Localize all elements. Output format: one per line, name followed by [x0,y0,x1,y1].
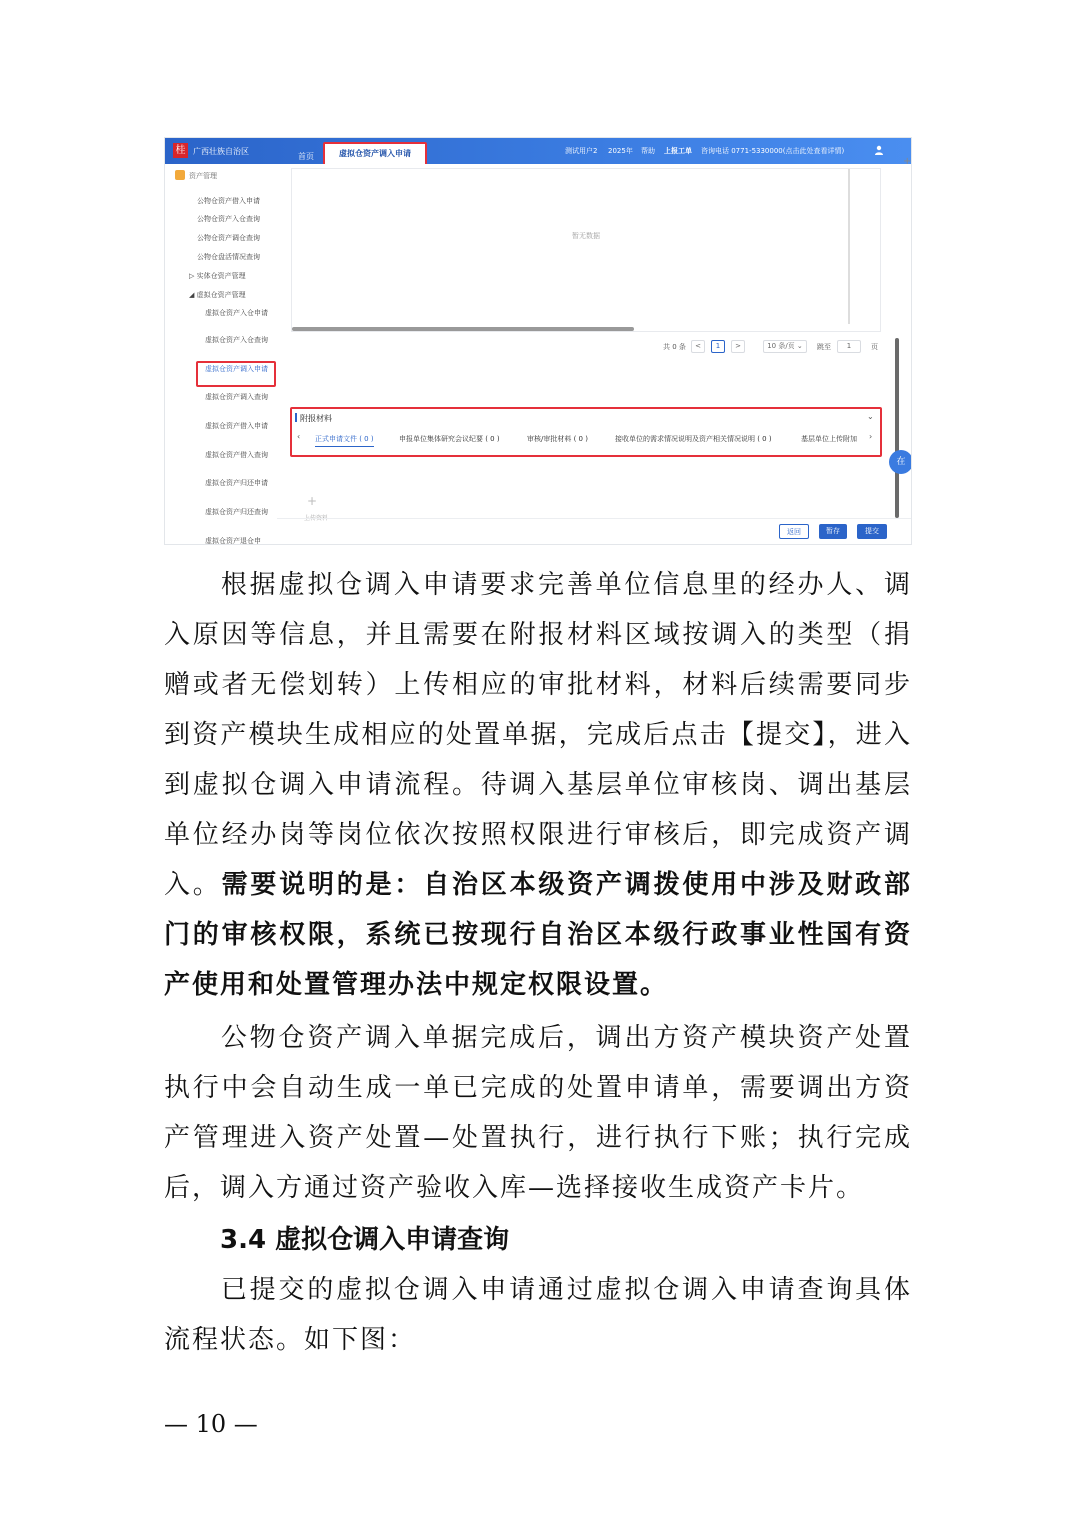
sidebar-group-entity[interactable]: ▷ 实体仓资产管理 [189,272,246,280]
sidebar-item[interactable]: 公物仓资产调仓查询 [197,234,260,242]
highlight-box-tab [323,142,427,166]
logo-icon: 桂 [173,143,188,158]
sidebar-item[interactable]: 公物仓资产入仓查询 [197,215,260,223]
paragraph-2-text: 公物仓资产调入单据完成后，调出方资产模块资产处置执行中会自动生成一单已完成的处置申请单，需要调出方资产管理进入资产处置—处置执行，进行执行下账；执行完成后，调入方通过资产验收入库—选择接收生成资产卡片。 [164,1023,912,1203]
pagination-next[interactable]: > [731,340,745,353]
sidebar-group-virtual[interactable]: ◢ 虚拟仓资产管理 [189,291,246,299]
pagination-prev[interactable]: < [691,340,705,353]
paragraph-2 [164,1013,912,1213]
submit-button[interactable]: 提交 [857,524,887,539]
main-area [277,164,911,544]
sidebar-item[interactable]: 虚拟仓资产入仓申请 [205,309,268,317]
sidebar-item-active[interactable]: 虚拟仓资产调入申请 [205,365,268,373]
attachment-tab[interactable]: 接收单位的需求情况说明及资产相关情况说明 ( 0 ) [615,435,772,443]
tab-active[interactable]: 虚拟仓资产调入申请 [325,144,425,164]
top-bar [165,138,911,164]
tab-home[interactable]: 首页 [298,152,314,161]
sidebar-item[interactable]: 虚拟仓资产归还申请 [205,479,268,487]
sidebar-item[interactable]: 虚拟仓资产调入查询 [205,393,268,401]
sidebar-item[interactable]: 虚拟仓资产借入查询 [205,451,268,459]
header-year[interactable]: 2025年 [608,147,633,155]
highlight-box-attachments [290,407,882,457]
sidebar [165,164,278,544]
sidebar-section[interactable]: 资产管理 [175,170,217,181]
table-vertical-scrollbar[interactable] [848,169,850,324]
goto-input[interactable]: 1 [837,340,861,353]
assistant-bubble[interactable]: 在 [889,450,912,474]
attachment-tab[interactable]: 正式申请文件 ( 0 ) [315,434,374,447]
user-icon[interactable] [873,144,885,156]
cursor-plus-icon: + [903,156,912,167]
header-help[interactable]: 帮助 [641,147,655,155]
region-name: 广西壮族自治区 [193,147,249,156]
paragraph-1-bold: 需要说明的是：自治区本级资产调拨使用中涉及财政部门的审核权限，系统已按现行自治区本级行政事业性国有资产使用和处置管理办法中规定权限设置。 [164,870,912,1000]
sidebar-item[interactable]: 虚拟仓资产借入申请 [205,422,268,430]
highlight-box-sidebar [196,361,276,387]
asset-icon [175,170,185,180]
goto-label: 跳至 [817,343,831,351]
collapse-chevron-icon[interactable]: ⌄ [867,412,874,421]
page-suffix: 页 [871,343,878,351]
footer-divider [277,518,911,519]
attachment-tab[interactable]: 基层单位上传附加 [801,435,857,443]
empty-text: 暂无数据 [572,232,600,240]
pagination-total: 共 0 条 [663,343,686,351]
chevron-down-icon: ⌄ [796,342,803,350]
tabs-prev-chevron-icon[interactable]: ‹ [297,432,301,441]
table-horizontal-scrollbar[interactable] [292,327,634,331]
section-heading: 3.4 虚拟仓调入申请查询 [220,1225,510,1255]
page-size-select[interactable]: 10 条/页 ⌄ [763,340,807,353]
header-phone[interactable]: 咨询电话 0771-5330000(点击此处查看详情) [701,147,845,155]
page-number: — 10 — [164,1410,258,1438]
sidebar-item[interactable]: 公物仓盘活情况查询 [197,253,260,261]
paragraph-1 [164,560,912,1010]
sidebar-item[interactable]: 虚拟仓资产归还查询 [205,508,268,516]
tabs-next-chevron-icon[interactable]: › [869,432,873,441]
pagination-current-page[interactable]: 1 [711,340,725,353]
data-table [291,168,881,332]
sidebar-item[interactable]: 虚拟仓资产退仓申 [205,537,261,545]
attachments-title: 附报材料 [295,413,332,424]
attachment-tab[interactable]: 审核/审批材料 ( 0 ) [527,435,588,443]
back-button[interactable]: 返回 [779,524,809,539]
save-button[interactable]: 暂存 [819,524,847,539]
sidebar-item[interactable]: 公物仓资产借入申请 [197,197,260,205]
paragraph-3 [164,1265,912,1365]
header-user[interactable]: 测试用户2 [565,147,598,155]
header-work-order[interactable]: 上报工单 [664,147,692,155]
attachment-tab[interactable]: 申报单位集体研究会议纪要 ( 0 ) [399,435,500,443]
paragraph-1-text: 根据虚拟仓调入申请要求完善单位信息里的经办人、调入原因等信息，并且需要在附报材料区域按调入的类型（捐赠或者无偿划转）上传相应的审批材料，材料后续需要同步到资产模块生成相应的处置单据，完成后点击【提交】，进入到虚拟仓调入申请流程。待调入基层单位审核岗、调出基层单位经办岗等岗位依次按照权限进行审核后，即完成资产调入。 [164,570,912,900]
page-scrollbar[interactable] [895,338,899,518]
sidebar-item[interactable]: 虚拟仓资产入仓查询 [205,336,268,344]
upload-plus-icon[interactable]: + [307,494,318,508]
paragraph-3-text: 已提交的虚拟仓调入申请通过虚拟仓调入申请查询具体流程状态。如下图： [164,1275,912,1355]
embedded-screenshot [164,137,912,545]
